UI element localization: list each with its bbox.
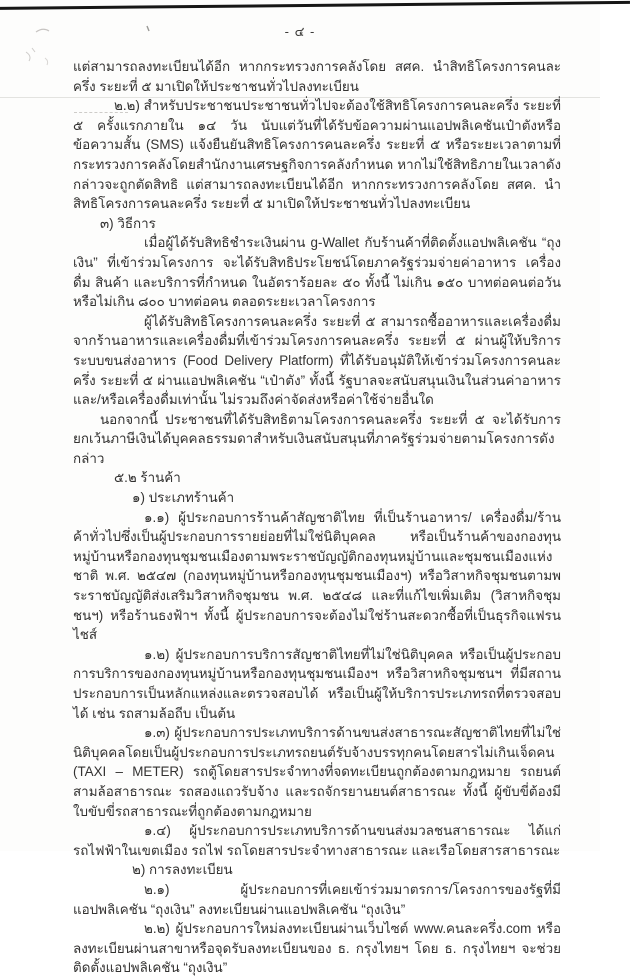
clause-2-2-public-usage: ๒.๒) สำหรับประชาชนประชาชนทั่วไปจะต้องใช้สิทธิโครงการคนละครึ่ง ระยะที่ ๕ ครั้งแรกภายใน ๑๔ วัน นับแต่วันที่ได้รับข้อความผ่านแอปพลิเคชันเป๋าตังหรือข้อความสั้น (SMS) แจ้งยืนยันสิทธิโครงการคนละครึ่ง ระยะที่ ๕ หรือระยะเวลาตามที่กระทรวงการคลังโดยสำนักงานเศรษฐกิจการคลังกำหนด หากไม่ใช้สิทธิภายในเวลาดังกล่าวจะถูกตัดสิทธิ แต่สามารถลงทะเบียนได้อีก หากกระทรวงการคลังโดย สศค. นำสิทธิโครงการคนละครึ่ง ระยะที่ ๕ มาเปิดให้ประชาชนทั่วไปลงทะเบียน <box>73 98 561 212</box>
clause-1-3-public-transport: ๑.๓) ผู้ประกอบการประเภทบริการด้านขนส่งสาธารณะสัญชาติไทยที่ไม่ใช่นิติบุคคลโดยเป็นผู้ประกอบการประเภทรถยนต์รับจ้างบรรทุกคนโดยสารไม่เกินเจ็ดคน (TAXI – METER) รถตู้โดยสารประจำทางที่จดทะเบียนถูกต้องตามกฎหมาย รถยนต์สามล้อสาธารณะ รถสองแถวรับจ้าง และรถจักรยานยนต์สาธารณะ ทั้งนี้ ผู้ขับขี่ต้องมีใบขับขี่รถสาธารณะที่ถูกต้องตามกฎหมาย <box>73 725 561 819</box>
document-body <box>73 57 561 978</box>
para-method-copayment: เมื่อผู้ได้รับสิทธิชำระเงินผ่าน g-Wallet กับร้านค้าที่ติดตั้งแอปพลิเคชัน “ถุงเงิน” ที่เข้าร่วมโครงการ จะได้รับสิทธิประโยชน์โดยภาครัฐร่วมจ่ายค่าอาหาร เครื่องดื่ม สินค้า และบริการที่กำหนด ในอัตราร้อยละ ๕๐ ทั้งนี้ ไม่เกิน ๑๕๐ บาทต่อคนต่อวัน หรือไม่เกิน ๘๐๐ บาทต่อคน ตลอดระยะเวลาโครงการ <box>73 235 561 310</box>
clause-1-2-services: ๑.๒) ผู้ประกอบการบริการสัญชาติไทยที่ไม่ใช่นิติบุคคล หรือเป็นผู้ประกอบการบริการของกองทุนหมู่บ้านหรือกองทุนชุมชนเมืองฯ หรือวิสาหกิจชุมชนฯ ที่มีสถานประกอบการเป็นหลักแหล่งและตรวจสอบได้ หรือเป็นผู้ให้บริการประเภทรถที่ตรวจสอบได้ เช่น รถสามล้อถีบ เป็นต้น <box>73 646 561 721</box>
heading-3-method: ๓) วิธีการ <box>100 215 156 231</box>
heading-5-2-merchants: ๕.๒ ร้านค้า <box>114 470 181 486</box>
para-food-delivery: ผู้ได้รับสิทธิโครงการคนละครึ่ง ระยะที่ ๕ สามารถซื้ออาหารและเครื่องดื่มจากร้านอาหารและเครื่องดื่มที่เข้าร่วมโครงการคนละครึ่ง ระยะที่ ๕ ผ่านผู้ให้บริการระบบขนส่งอาหาร (Food Delivery Platform) ที่ได้รับอนุมัติให้เข้าร่วมโครงการคนละครึ่ง ระยะที่ ๕ ผ่านแอปพลิเคชัน “เป๋าตัง” ทั้งนี้ รัฐบาลจะสนับสนุนเงินในส่วนค่าอาหารและ/หรือเครื่องดื่มเท่านั้น ไม่รวมถึงค่าจัดส่งหรือค่าใช้จ่ายอื่นใด <box>73 313 561 408</box>
para-tax-exemption: นอกจากนี้ ประชาชนที่ได้รับสิทธิตามโครงการคนละครึ่ง ระยะที่ ๕ จะได้รับการยกเว้นภาษีเงินได้บุคคลธรรมดาสำหรับเงินสนับสนุนที่ภาครัฐร่วมจ่ายตามโครงการดังกล่าว <box>73 411 561 466</box>
clause-2-1-existing-merchants: ๒.๑) ผู้ประกอบการที่เคยเข้าร่วมมาตรการ/โครงการของรัฐที่มีแอปพลิเคชัน “ถุงเงิน” ลงทะเบียนผ่านแอปพลิเคชัน “ถุงเงิน” <box>73 881 561 917</box>
clause-2-2-new-merchants: ๒.๒) ผู้ประกอบการใหม่ลงทะเบียนผ่านเว็บไซต์ www.คนละครึ่ง.com หรือลงทะเบียนผ่านสาขาหรือจุดรับลงทะเบียนของ ธ. กรุงไทยฯ โดย ธ. กรุงไทยฯ จะช่วยติดตั้งแอปพลิเคชัน “ถุงเงิน” <box>73 921 561 976</box>
heading-2-registration: ๒) การลงทะเบียน <box>132 862 233 878</box>
clause-1-1-shops: ๑.๑) ผู้ประกอบการร้านค้าสัญชาติไทย ที่เป็นร้านอาหาร/ เครื่องดื่ม/ร้านค้าทั่วไปซึ่งเป็นผู้ประกอบการรายย่อยที่ไม่ใช่นิติบุคคล หรือเป็นร้านค้าของกองทุนหมู่บ้านหรือกองทุนชุมชนเมืองตามพระราชบัญญัติกองทุนหมู่บ้านและชุมชนเมืองแห่งชาติ พ.ศ. ๒๕๔๗ (กองทุนหมู่บ้านหรือกองทุนชุมชนเมืองฯ) หรือวิสาหกิจชุมชนตามพระราชบัญญัติส่งเสริมวิสาหกิจชุมชน พ.ศ. ๒๕๔๘ และที่แก้ไขเพิ่มเติม (วิสาหกิจชุมชนฯ) หรือร้านธงฟ้าฯ ทั้งนี้ ผู้ประกอบการจะต้องไม่ใช่ร้านสะดวกซื้อที่เป็นธุรกิจแฟรนไชส์ <box>73 509 561 643</box>
para-continuation-registration: แต่สามารถลงทะเบียนได้อีก หากกระทรวงการคลังโดย สศค. นำสิทธิโครงการคนละครึ่ง ระยะที่ ๕ มาเปิดให้ประชาชนทั่วไปลงทะเบียน <box>73 59 561 94</box>
page-number: - ๔ - <box>284 24 316 39</box>
clause-1-4-mass-transit: ๑.๔) ผู้ประกอบการประเภทบริการด้านขนส่งมวลชนสาธารณะ ได้แก่ รถไฟฟ้าในเขตเมือง รถไฟ รถโดยสารประจำทางสาธารณะ และเรือโดยสารสาธารณะ <box>73 823 561 858</box>
scan-edge-artifact <box>0 1 630 10</box>
heading-1-merchant-types: ๑) ประเภทร้านค้า <box>132 490 235 506</box>
